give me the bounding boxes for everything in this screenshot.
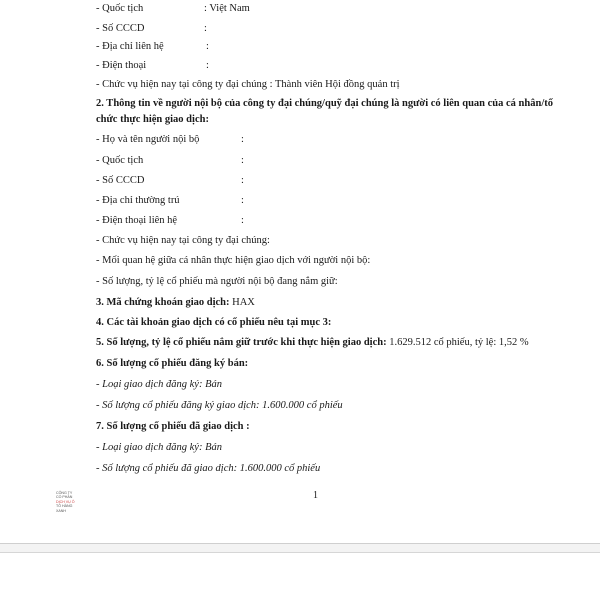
ticker-value: HAX — [229, 297, 255, 308]
insider-phone-line: - Điện thoại liên hệ : — [96, 215, 244, 226]
phone-line: - Điện thoại : — [96, 60, 209, 71]
section-6-title: 6. Số lượng cổ phiếu đăng ký bán: — [96, 358, 249, 369]
next-page — [0, 552, 600, 601]
registered-type-line: - Loại giao dịch đăng ký: Bán — [96, 379, 222, 390]
insider-holding-line: - Số lượng, tỷ lệ cổ phiếu mà người nội bộ đang nắm giữ: — [96, 276, 338, 287]
insider-id-line: - Số CCCD : — [96, 175, 244, 186]
nationality-label: - Quốc tịch — [96, 3, 144, 14]
ticker-line: 3. Mã chứng khoán giao dịch: HAX — [96, 297, 255, 308]
insider-address-line: - Địa chỉ thường trú : — [96, 195, 244, 206]
executed-type-line: - Loại giao dịch đăng ký: Bán — [96, 442, 222, 453]
insider-nationality-line: - Quốc tịch : — [96, 155, 244, 166]
id-number-line: - Số CCCD : — [96, 23, 207, 34]
nationality-value: : Việt Nam — [204, 3, 250, 14]
relationship-line: - Mối quan hệ giữa cá nhân thực hiện giao dịch với người nội bộ: — [96, 255, 371, 266]
company-stamp: CÔNG TY CỔ PHẦN DỊCH VỤ Ô TÔ HÀNG XANH — [56, 491, 75, 513]
address-line: - Địa chỉ liên hệ : — [96, 41, 209, 52]
nationality-line — [96, 2, 250, 15]
section-2-title-a: 2. Thông tin về người nội bộ của công ty đại chúng/quỹ đại chúng là người có liên quan của cá nhân/tổ — [96, 98, 553, 109]
position-line: - Chức vụ hiện nay tại công ty đại chúng : Thành viên Hội đồng quản trị — [96, 79, 400, 90]
page-number: 1 — [313, 490, 318, 501]
phone-label: - Điện thoại — [96, 60, 147, 71]
section-2-title-b: chức thực hiện giao dịch: — [96, 114, 209, 125]
executed-quantity-line: - Số lượng cổ phiếu đã giao dịch: 1.600.000 cổ phiếu — [96, 463, 321, 474]
address-label: - Địa chỉ liên hệ — [96, 41, 164, 52]
registered-quantity-line: - Số lượng cổ phiếu đăng ký giao dịch: 1.600.000 cổ phiếu — [96, 400, 343, 411]
accounts-line: 4. Các tài khoản giao dịch có cổ phiếu nêu tại mục 3: — [96, 317, 332, 328]
section-7-title: 7. Số lượng cổ phiếu đã giao dịch : — [96, 421, 250, 432]
insider-name-line: - Họ và tên người nội bộ : — [96, 134, 244, 145]
insider-position-line: - Chức vụ hiện nay tại công ty đại chúng: — [96, 235, 270, 246]
holding-before-value: 1.629.512 cổ phiếu, tỷ lệ: 1,52 % — [386, 337, 529, 348]
holding-before-line: 5. Số lượng, tỷ lệ cổ phiếu nắm giữ trước khi thực hiện giao dịch: 1.629.512 cổ phiếu, tỷ lệ: 1,52 % — [96, 337, 529, 348]
id-number-label: - Số CCCD — [96, 23, 145, 34]
